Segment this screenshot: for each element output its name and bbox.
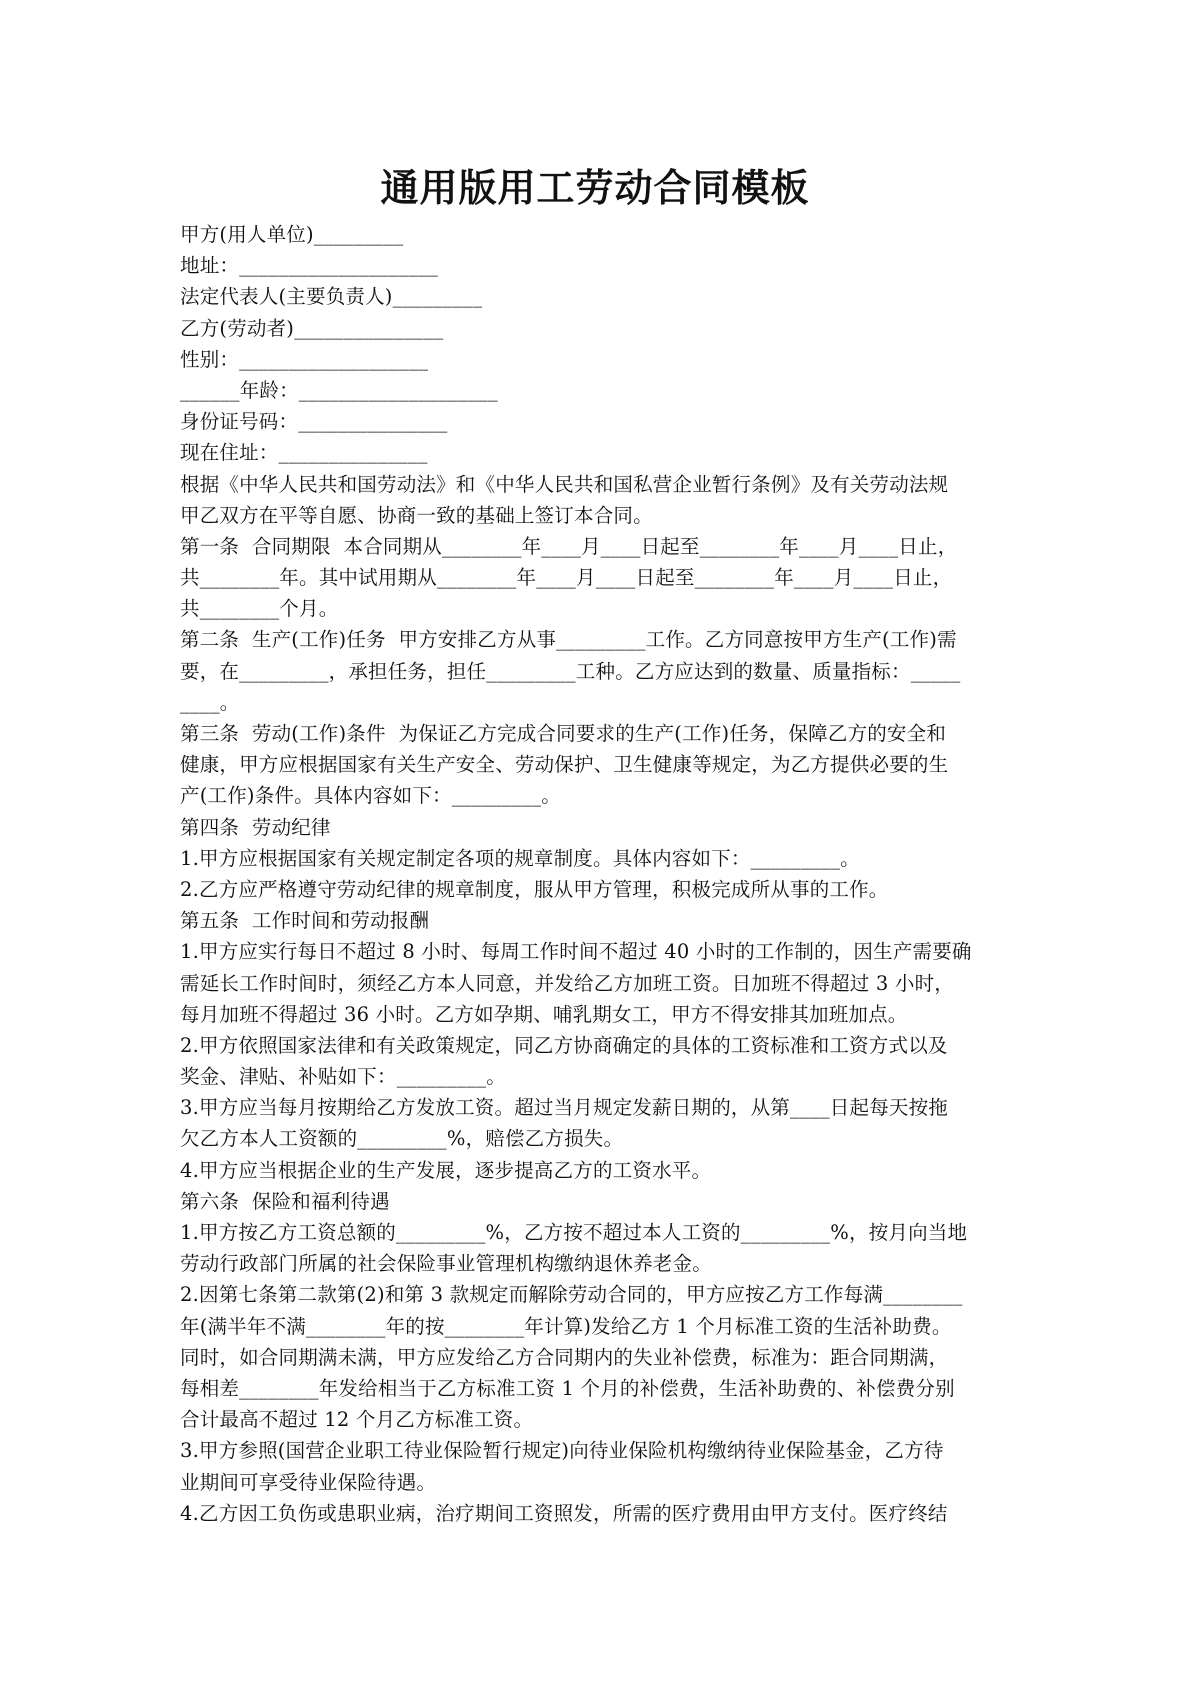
- article-5-item: 3.甲方应当每月按期给乙方发放工资。超过当月规定发薪日期的，从第____日起每天按拖: [180, 1096, 949, 1120]
- article-6-item: 业期间可享受待业保险待遇。: [180, 1470, 437, 1494]
- article-6-item: 每相差________年发给相当于乙方标准工资 1 个月的补偿费，生活补助费的、补偿费分别: [180, 1376, 955, 1400]
- article-1-line: 共________年。其中试用期从________年____月____日起至________年____月____日止，: [180, 566, 953, 590]
- article-1-line: 共________个月。: [180, 597, 339, 621]
- article-4-item: 2.乙方应严格遵守劳动纪律的规章制度，服从甲方管理，积极完成所从事的工作。: [180, 877, 889, 901]
- party-a-line: 甲方(用人单位)_________: [180, 223, 404, 246]
- article-4-heading: 第四条 劳动纪律: [180, 815, 331, 839]
- current-address-line: 现在住址：_______________: [180, 441, 428, 465]
- legal-representative-line: 法定代表人(主要负责人)_________: [180, 285, 483, 309]
- article-6-item: 1.甲方按乙方工资总额的_________%，乙方按不超过本人工资的_________%，按月向当地: [180, 1221, 968, 1244]
- gender-line: 性别：___________________: [180, 347, 429, 371]
- article-6-item: 2.因第七条第二款第(2)和第 3 款规定而解除劳动合同的，甲方应按乙方工作每满________: [180, 1283, 963, 1307]
- preamble-line: 根据《中华人民共和国劳动法》和《中华人民共和国私营企业暂行条例》及有关劳动法规: [180, 472, 949, 496]
- article-6-item: 4.乙方因工负伤或患职业病，治疗期间工资照发，所需的医疗费用由甲方支付。医疗终结: [180, 1501, 948, 1525]
- article-6-heading: 第六条 保险和福利待遇: [180, 1189, 390, 1213]
- article-3-line: 产(工作)条件。具体内容如下：_________。: [180, 784, 561, 808]
- article-5-item: 奖金、津贴、补贴如下：_________。: [180, 1065, 506, 1089]
- preamble-line: 甲乙双方在平等自愿、协商一致的基础上签订本合同。: [180, 503, 653, 527]
- article-6-item: 3.甲方参照(国营企业职工待业保险暂行规定)向待业保险机构缴纳待业保险基金，乙方待: [180, 1439, 944, 1463]
- article-2-line: 要，在_________，承担任务，担任_________工种。乙方应达到的数量、质量指标：_____: [180, 659, 961, 683]
- article-5-heading: 第五条 工作时间和劳动报酬: [180, 909, 430, 933]
- age-line: ______年龄：____________________: [180, 378, 498, 402]
- article-5-item: 需延长工作时间时，须经乙方本人同意，并发给乙方加班工资。日加班不得超过 3 小时，: [180, 971, 955, 995]
- article-3-line: 第三条 劳动(工作)条件 为保证乙方完成合同要求的生产(工作)任务，保障乙方的安全和: [180, 722, 947, 745]
- article-5-item: 4.甲方应当根据企业的生产发展，逐步提高乙方的工资水平。: [180, 1158, 712, 1182]
- address-line: 地址：____________________: [180, 254, 439, 278]
- party-b-line: 乙方(劳动者)_______________: [180, 316, 444, 340]
- article-5-item: 欠乙方本人工资额的_________%，赔偿乙方损失。: [180, 1127, 624, 1151]
- article-6-item: 同时，如合同期满未满，甲方应发给乙方合同期内的失业补偿费，标准为：距合同期满，: [180, 1345, 949, 1369]
- document-title: 通用版用工劳动合同模板: [380, 166, 810, 210]
- article-4-item: 1.甲方应根据国家有关规定制定各项的规章制度。具体内容如下：_________。: [180, 846, 860, 870]
- document-body: [180, 219, 1020, 1529]
- article-6-item: 劳动行政部门所属的社会保险事业管理机构缴纳退休养老金。: [180, 1252, 712, 1276]
- article-5-item: 每月加班不得超过 36 小时。乙方如孕期、哺乳期女工，甲方不得安排其加班加点。: [180, 1002, 908, 1026]
- article-5-item: 2.甲方依照国家法律和有关政策规定，同乙方协商确定的具体的工资标准和工资方式以及: [180, 1033, 948, 1057]
- article-6-item: 年(满半年不满________年的按________年计算)发给乙方 1 个月标准工资的生活补助费。: [180, 1314, 952, 1338]
- article-5-item: 1.甲方应实行每日不超过 8 小时、每周工作时间不超过 40 小时的工作制的，因生产需要确: [180, 940, 972, 964]
- article-2-line: 第二条 生产(工作)任务 甲方安排乙方从事_________工作。乙方同意按甲方生产(工作)需: [180, 628, 957, 652]
- article-3-line: 健康，甲方应根据国家有关生产安全、劳动保护、卫生健康等规定，为乙方提供必要的生: [180, 753, 949, 777]
- article-2-line: ____。: [180, 690, 240, 714]
- id-number-line: 身份证号码：_______________: [180, 410, 448, 434]
- article-1-line: 第一条 合同期限 本合同期从________年____月____日起至________年____月____日止，: [180, 534, 958, 558]
- article-6-item: 合计最高不超过 12 个月乙方标准工资。: [180, 1408, 534, 1432]
